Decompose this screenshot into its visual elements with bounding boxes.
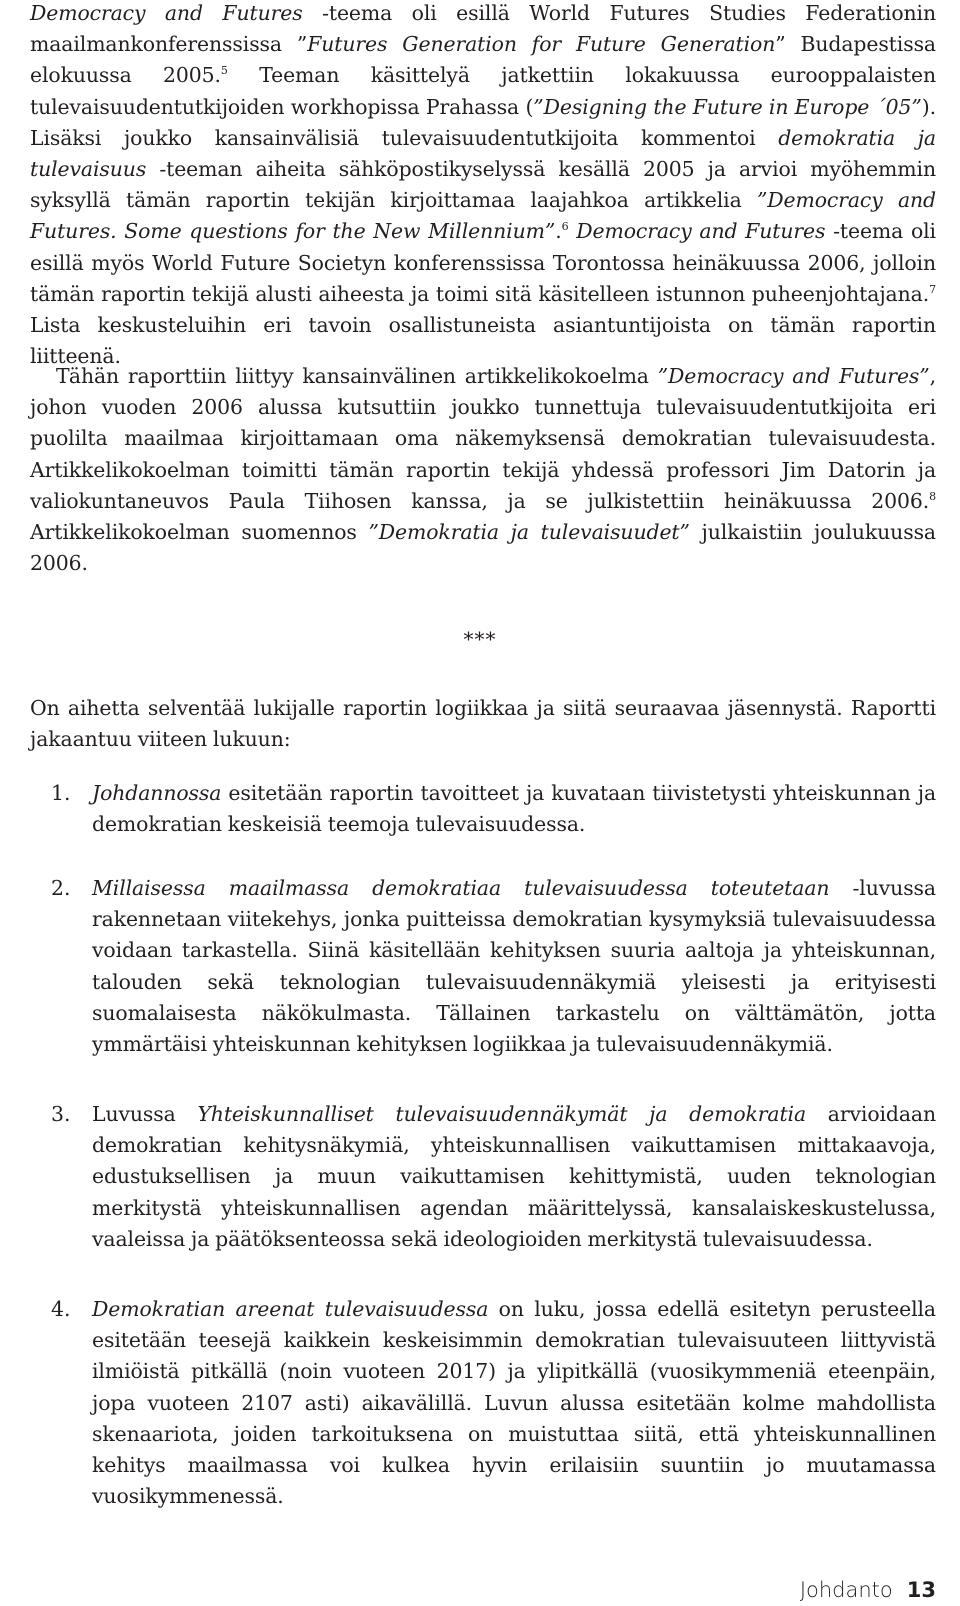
title-italic: demokratia ja tulevaisuus bbox=[30, 125, 936, 182]
text-span: , johon vuoden 2006 alussa kutsuttiin joukko tunnettuja tulevaisuudentutkijoita eri puolilta maailmaa kirjoittamaan oma näkemyksensä demokratian tulevaisuudesta. Artikkelikokoelman toimitti tämän raportin tekijä yhdessä professori Jim Datorin ja valiokuntaneuvos Paula Tiihosen kanssa, ja se julkistettiin heinäkuussa 2006. bbox=[30, 364, 937, 513]
text-span: arvioidaan demokratian kehitysnäkymiä, yhteiskunnallisen vaikuttamisen mittakaavoja, edustuksellisen ja muun vaikuttamisen kehittymistä, uuden teknologian merkitystä yhteiskunnallisen agendan määrittelyssä, kansalaiskeskustelussa, vaaleissa ja päätöksenteossa sekä ideologioiden merkitystä tulevaisuudessa. bbox=[92, 1102, 937, 1251]
list-item-text bbox=[92, 1099, 936, 1255]
text-span: -teeman aiheita sähköpostikyselyssä kesällä 2005 ja arvioi myöhemmin syksyllä tämän raportin tekijän kirjoittamaa laajahkoa artikkelia bbox=[30, 157, 936, 213]
list-item-number: 4. bbox=[51, 1297, 71, 1321]
text-span: Lista keskusteluihin eri tavoin osallistuneista asiantuntijoista on tämän raportin liitteenä. bbox=[30, 313, 936, 369]
chapter-title-italic: Johdannossa bbox=[92, 781, 222, 805]
text-span: . bbox=[555, 219, 562, 244]
text-span: Luvussa bbox=[92, 1102, 198, 1126]
list-item bbox=[30, 778, 936, 840]
list-item-number: 2. bbox=[51, 876, 71, 900]
page-footer bbox=[800, 1575, 936, 1605]
footnote-marker: 7 bbox=[929, 282, 936, 296]
section-separator: *** bbox=[463, 627, 497, 651]
footnote-marker: 8 bbox=[929, 489, 936, 503]
footnote-marker: 6 bbox=[561, 220, 569, 234]
title-italic: ”Designing the Future in Europe ´05” bbox=[533, 94, 922, 119]
title-italic: ”Democracy and Futures. Some questions for the New Millennium” bbox=[30, 188, 936, 244]
paragraph-structure-intro: On aihetta selventää lukijalle raportin logiikkaa ja siitä seuraavaa jäsennystä. Raportti jakaantuu viiteen lukuun: bbox=[30, 696, 936, 752]
text-span: -teema oli esillä World Futures Studies Federationin maailmankonferenssissa ” bbox=[30, 1, 936, 57]
text-span: julkaistiin joulukuussa 2006. bbox=[30, 520, 936, 576]
title-italic: ”Democracy and Futures” bbox=[657, 364, 930, 388]
title-italic: ”Demokratia ja tulevaisuudet” bbox=[368, 520, 690, 545]
title-italic: Democracy and Futures bbox=[30, 1, 303, 25]
text-span: Tähän raporttiin liittyy kansainvälinen artikkelikokoelma bbox=[56, 364, 658, 388]
footnote-marker: 5 bbox=[220, 64, 228, 78]
list-item bbox=[30, 873, 936, 1060]
list-item bbox=[30, 1294, 936, 1512]
running-chapter-title: Johdanto bbox=[799, 1578, 893, 1602]
text-span: on luku, jossa edellä esitetyn perusteella esitetään teesejä kaikkein keskeisimmin demokratian tulevaisuuteen liittyvistä ilmiöistä pitkällä (noin vuoteen 2017) ja ylipitkällä (vuosikymmeniä eteenpäin, jopa vuoteen 2107 asti) aikavälillä. Luvun alussa esitetään kolme mahdollista skenaariota, joiden tarkoituksena on muistuttaa siitä, että yhteiskunnallinen kehitys maailmassa voi kulkea hyvin erilaisiin suuntiin jo muutamassa vuosikymmenessä. bbox=[92, 1297, 936, 1509]
text-span: Teeman käsittelyä jatkettiin lokakuussa eurooppalaisten tulevaisuudentutkijoiden workhopissa Prahassa ( bbox=[30, 63, 936, 119]
list-item bbox=[30, 1099, 936, 1255]
text-span: esitetään raportin tavoitteet ja kuvataan tiivistetysti yhteiskunnan ja demokratian keskeisiä teemoja tulevaisuudessa. bbox=[92, 781, 936, 837]
text-span: ” Budapestissa elokuussa 2005. bbox=[30, 32, 936, 88]
list-item-text bbox=[92, 873, 936, 1060]
list-item-text bbox=[92, 778, 936, 840]
text-span: ). Lisäksi joukko kansainvälisiä tulevaisuudentutkijoita kommentoi bbox=[30, 94, 936, 150]
title-italic: Futures Generation for Future Generation bbox=[307, 32, 776, 57]
paragraph-futures-conferences bbox=[30, 0, 936, 372]
text-span: Artikkelikokoelman suomennos bbox=[30, 520, 369, 545]
list-item-number: 3. bbox=[51, 1102, 71, 1126]
title-italic: Democracy and Futures bbox=[576, 219, 826, 244]
paragraph-article-collection bbox=[30, 361, 936, 579]
chapter-title-italic: Demokratian areenat tulevaisuudessa bbox=[92, 1297, 489, 1321]
text-span: -teema oli esillä myös World Future Societyn konferenssissa Torontossa heinäkuussa 2006, jolloin tämän raportin tekijä alusti aiheesta ja toimi sitä käsitelleen istunnon puheenjohtajana. bbox=[30, 219, 936, 306]
list-item-number: 1. bbox=[51, 781, 71, 805]
chapter-title-italic: Millaisessa maailmassa demokratiaa tulevaisuudessa toteutetaan bbox=[92, 876, 830, 900]
page-number: 13 bbox=[906, 1578, 936, 1602]
chapter-title-italic: Yhteiskunnalliset tulevaisuudennäkymät ja demokratia bbox=[197, 1102, 807, 1126]
text-span: -luvussa rakennetaan viitekehys, jonka puitteissa demokratian kysymyksiä tulevaisuudessa voidaan tarkastella. Siinä käsitellään kehityksen suuria aaltoja ja yhteiskunnan, talouden sekä teknologian tulevaisuudennäkymiä yleisesti ja erityisesti suomalaisesta näkökulmasta. Tällainen tarkastelu on välttämätön, jotta ymmärtäisi yhteiskunnan kehityksen logiikkaa ja tulevaisuudennäkymiä. bbox=[92, 876, 936, 1057]
list-item-text bbox=[92, 1294, 936, 1512]
